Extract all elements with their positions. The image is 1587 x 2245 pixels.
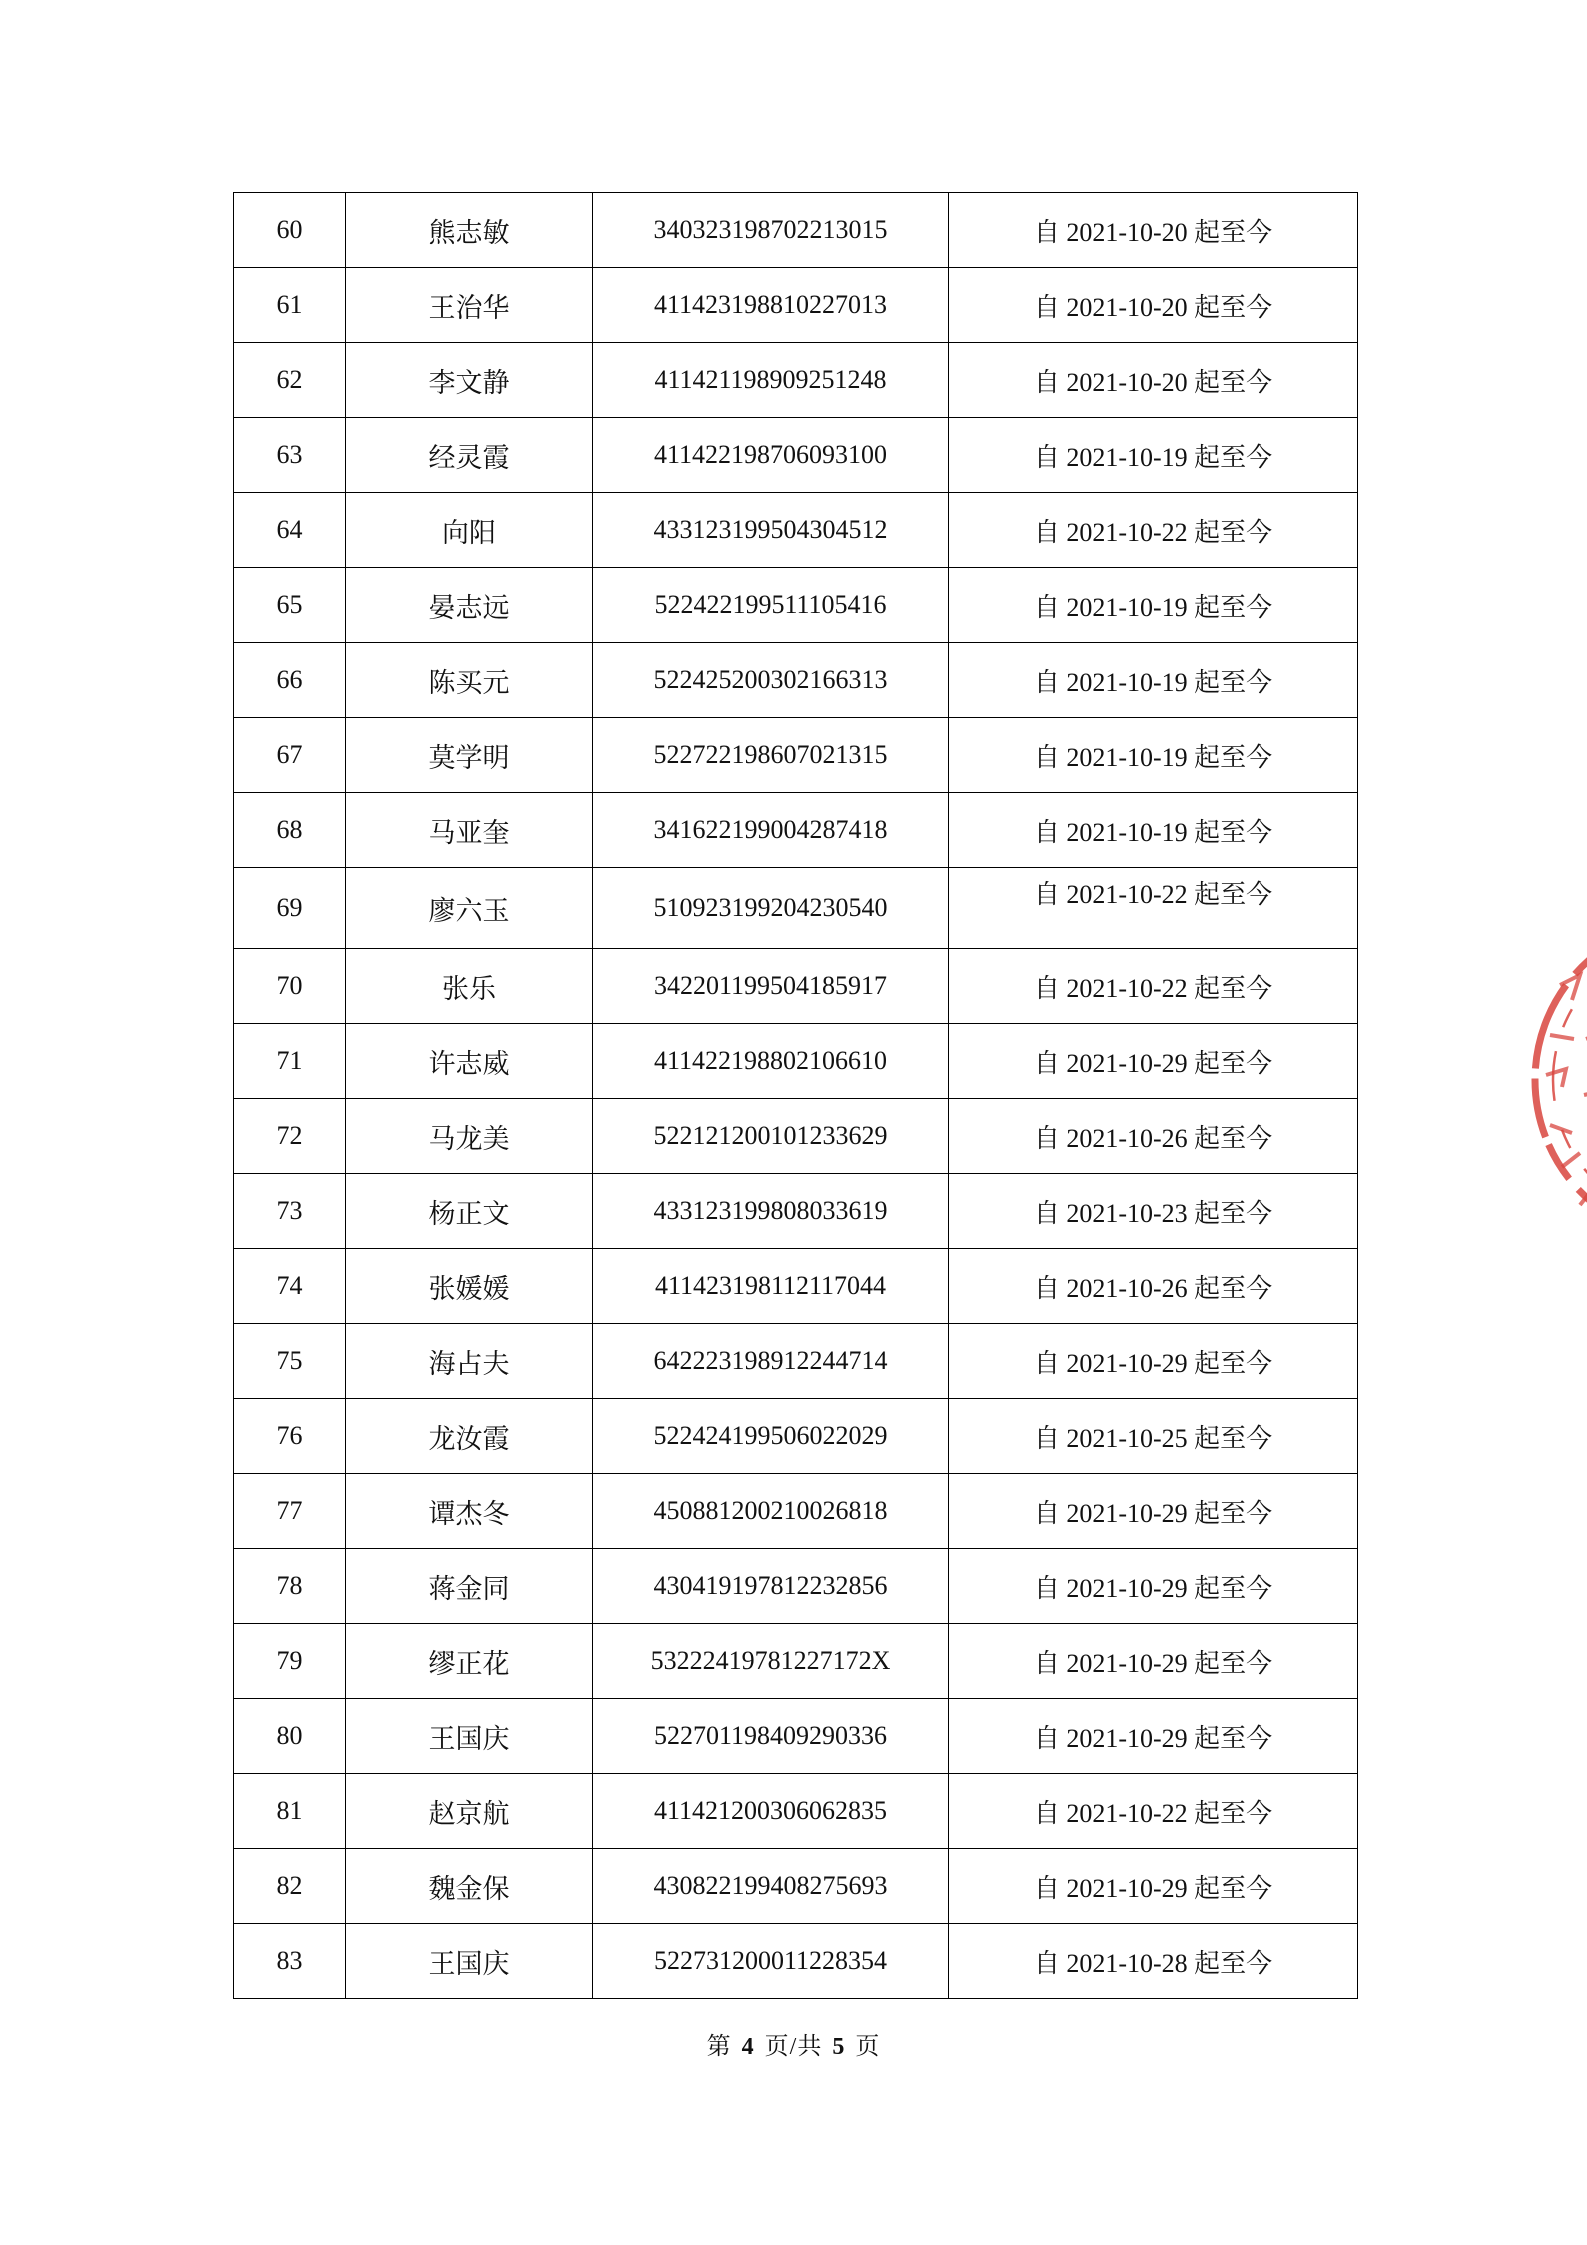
table-row: [234, 1324, 1358, 1399]
since-date-cell: 自 2021-10-19 起至今: [949, 418, 1358, 493]
since-date-cell: 自 2021-10-23 起至今: [949, 1174, 1358, 1249]
since-date-cell: 自 2021-10-19 起至今: [949, 643, 1358, 718]
name-cell: 王国庆: [346, 1924, 593, 1999]
row-number-cell: 70: [234, 949, 346, 1024]
since-date-cell: 自 2021-10-26 起至今: [949, 1249, 1358, 1324]
since-date-cell: 自 2021-10-29 起至今: [949, 1024, 1358, 1099]
row-number-cell: 65: [234, 568, 346, 643]
table-row: [234, 1924, 1358, 1999]
name-cell: 经灵霞: [346, 418, 593, 493]
row-number-cell: 74: [234, 1249, 346, 1324]
footer-suffix: 页: [855, 2034, 881, 2060]
name-cell: 海占夫: [346, 1324, 593, 1399]
row-number-cell: 63: [234, 418, 346, 493]
id-number-cell: 522121200101233629: [593, 1099, 949, 1174]
since-date-cell: 自 2021-10-29 起至今: [949, 1699, 1358, 1774]
name-cell: 魏金保: [346, 1849, 593, 1924]
table-row: [234, 1699, 1358, 1774]
id-number-cell: 522422199511105416: [593, 568, 949, 643]
personnel-table: [233, 192, 1358, 1999]
page-footer: [0, 2026, 1587, 2061]
since-date-cell: 自 2021-10-19 起至今: [949, 793, 1358, 868]
table-row: [234, 568, 1358, 643]
id-number-cell: 433123199504304512: [593, 493, 949, 568]
seal-ring: [1535, 920, 1587, 1240]
id-number-cell: 510923199204230540: [593, 868, 949, 949]
name-cell: 蒋金同: [346, 1549, 593, 1624]
row-number-cell: 81: [234, 1774, 346, 1849]
row-number-cell: 82: [234, 1849, 346, 1924]
row-number-cell: 78: [234, 1549, 346, 1624]
name-cell: 熊志敏: [346, 193, 593, 268]
official-seal-stamp: [1520, 905, 1587, 1265]
row-number-cell: 62: [234, 343, 346, 418]
name-cell: 李文静: [346, 343, 593, 418]
name-cell: 莫学明: [346, 718, 593, 793]
since-date-cell: 自 2021-10-22 起至今: [949, 868, 1358, 949]
id-number-cell: 522722198607021315: [593, 718, 949, 793]
since-date-cell: 自 2021-10-29 起至今: [949, 1624, 1358, 1699]
table-row: [234, 868, 1358, 949]
since-date-cell: 自 2021-10-29 起至今: [949, 1474, 1358, 1549]
table-row: [234, 1249, 1358, 1324]
row-number-cell: 73: [234, 1174, 346, 1249]
table-row: [234, 1774, 1358, 1849]
since-date-cell: 自 2021-10-20 起至今: [949, 268, 1358, 343]
row-number-cell: 69: [234, 868, 346, 949]
row-number-cell: 80: [234, 1699, 346, 1774]
name-cell: 许志威: [346, 1024, 593, 1099]
id-number-cell: 433123199808033619: [593, 1174, 949, 1249]
table-row: [234, 643, 1358, 718]
name-cell: 龙汝霞: [346, 1399, 593, 1474]
name-cell: 王国庆: [346, 1699, 593, 1774]
name-cell: 张媛媛: [346, 1249, 593, 1324]
name-cell: 廖六玉: [346, 868, 593, 949]
row-number-cell: 64: [234, 493, 346, 568]
since-date-cell: 自 2021-10-28 起至今: [949, 1924, 1358, 1999]
name-cell: 缪正花: [346, 1624, 593, 1699]
table-row: [234, 1549, 1358, 1624]
id-number-cell: 411421200306062835: [593, 1774, 949, 1849]
table-row: [234, 1174, 1358, 1249]
id-number-cell: 411423198810227013: [593, 268, 949, 343]
table-row: [234, 1399, 1358, 1474]
name-cell: 马亚奎: [346, 793, 593, 868]
row-number-cell: 60: [234, 193, 346, 268]
table-row: [234, 1024, 1358, 1099]
table-row: [234, 1099, 1358, 1174]
table-row: [234, 1624, 1358, 1699]
current-page-number: 4: [741, 2034, 755, 2060]
table-row: [234, 1849, 1358, 1924]
since-date-cell: 自 2021-10-22 起至今: [949, 1774, 1358, 1849]
row-number-cell: 68: [234, 793, 346, 868]
name-cell: 杨正文: [346, 1174, 593, 1249]
name-cell: 张乐: [346, 949, 593, 1024]
table-row: [234, 193, 1358, 268]
id-number-cell: 340323198702213015: [593, 193, 949, 268]
since-date-cell: 自 2021-10-20 起至今: [949, 343, 1358, 418]
row-number-cell: 83: [234, 1924, 346, 1999]
since-date-cell: 自 2021-10-22 起至今: [949, 949, 1358, 1024]
since-date-cell: 自 2021-10-29 起至今: [949, 1549, 1358, 1624]
row-number-cell: 66: [234, 643, 346, 718]
id-number-cell: 53222419781227172X: [593, 1624, 949, 1699]
since-date-cell: 自 2021-10-26 起至今: [949, 1099, 1358, 1174]
table-row: [234, 268, 1358, 343]
name-cell: 陈买元: [346, 643, 593, 718]
table-row: [234, 793, 1358, 868]
since-date-cell: 自 2021-10-19 起至今: [949, 718, 1358, 793]
row-number-cell: 72: [234, 1099, 346, 1174]
row-number-cell: 75: [234, 1324, 346, 1399]
since-date-cell: 自 2021-10-19 起至今: [949, 568, 1358, 643]
table-row: [234, 343, 1358, 418]
id-number-cell: 642223198912244714: [593, 1324, 949, 1399]
row-number-cell: 67: [234, 718, 346, 793]
row-number-cell: 77: [234, 1474, 346, 1549]
footer-middle: 页/共: [764, 2034, 823, 2060]
name-cell: 赵京航: [346, 1774, 593, 1849]
id-number-cell: 430822199408275693: [593, 1849, 949, 1924]
table-row: [234, 418, 1358, 493]
footer-prefix: 第: [706, 2034, 732, 2060]
id-number-cell: 342201199504185917: [593, 949, 949, 1024]
row-number-cell: 71: [234, 1024, 346, 1099]
table-row: [234, 718, 1358, 793]
table-row: [234, 493, 1358, 568]
since-date-cell: 自 2021-10-29 起至今: [949, 1324, 1358, 1399]
since-date-cell: 自 2021-10-29 起至今: [949, 1849, 1358, 1924]
id-number-cell: 522424199506022029: [593, 1399, 949, 1474]
id-number-cell: 341622199004287418: [593, 793, 949, 868]
row-number-cell: 76: [234, 1399, 346, 1474]
name-cell: 谭杰冬: [346, 1474, 593, 1549]
id-number-cell: 430419197812232856: [593, 1549, 949, 1624]
name-cell: 晏志远: [346, 568, 593, 643]
row-number-cell: 61: [234, 268, 346, 343]
table-row: [234, 949, 1358, 1024]
name-cell: 马龙美: [346, 1099, 593, 1174]
id-number-cell: 411422198706093100: [593, 418, 949, 493]
id-number-cell: 411421198909251248: [593, 343, 949, 418]
table-row: [234, 1474, 1358, 1549]
id-number-cell: 522425200302166313: [593, 643, 949, 718]
name-cell: 王治华: [346, 268, 593, 343]
id-number-cell: 411423198112117044: [593, 1249, 949, 1324]
id-number-cell: 522701198409290336: [593, 1699, 949, 1774]
total-page-number: 5: [832, 2034, 846, 2060]
id-number-cell: 411422198802106610: [593, 1024, 949, 1099]
since-date-cell: 自 2021-10-20 起至今: [949, 193, 1358, 268]
row-number-cell: 79: [234, 1624, 346, 1699]
since-date-cell: 自 2021-10-22 起至今: [949, 493, 1358, 568]
id-number-cell: 450881200210026818: [593, 1474, 949, 1549]
name-cell: 向阳: [346, 493, 593, 568]
since-date-cell: 自 2021-10-25 起至今: [949, 1399, 1358, 1474]
id-number-cell: 522731200011228354: [593, 1924, 949, 1999]
